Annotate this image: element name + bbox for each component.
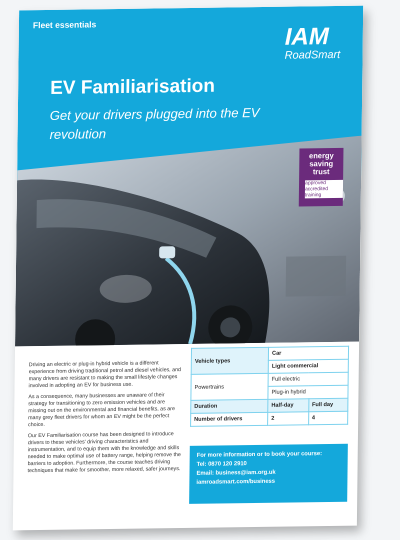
page-subtitle: Get your drivers plugged into the EV revolution xyxy=(49,105,260,142)
vehicle-types-label: Vehicle types xyxy=(191,347,268,374)
badge-line-3: trust xyxy=(312,167,330,177)
powertrain-cell: Full electric xyxy=(268,372,348,386)
contact-phone: Tel: 0870 120 2910 xyxy=(196,461,247,468)
contact-heading: For more information or to book your course: xyxy=(196,451,323,459)
energy-saving-trust-badge xyxy=(299,148,344,207)
iam-roadsmart-logo xyxy=(282,20,343,65)
contact-website: iamroadsmart.com/business xyxy=(196,478,276,486)
badge-line-2: saving xyxy=(309,159,334,169)
badge-approval-text: approved accredited training xyxy=(305,180,343,199)
page-title: EV Familiarisation xyxy=(50,75,216,99)
brochure-page xyxy=(13,6,363,531)
logo-sub-text: RoadSmart xyxy=(284,48,341,62)
vehicle-type-cell: Car xyxy=(268,346,348,360)
drivers-label: Number of drivers xyxy=(191,412,268,426)
intro-paragraph: Driving an electric or plug-in hybrid vehicle is a different experience from driving traditional petrol and diesel vehicles, and many drivers are resistant to making the small lifestyle changes involved in adopting an EV for business use. xyxy=(28,360,182,390)
intro-copy xyxy=(27,360,183,479)
vehicle-type-cell: Light commercial xyxy=(268,359,348,373)
intro-paragraph: As a consequence, many businesses are unaware of their strategy for transitioning to zero emission vehicles and are missing out on the environmental and financial benefits, as are many grey fleet drivers for whom an EV might be the perfect choice. xyxy=(28,392,175,429)
course-details-table xyxy=(190,346,349,427)
contact-email: Email: business@iam.org.uk xyxy=(196,469,276,477)
duration-label: Duration xyxy=(191,399,268,413)
powertrain-cell: Plug-in hybrid xyxy=(268,385,348,399)
logo-main-text: IAM xyxy=(284,23,329,51)
powertrains-label: Powertrains xyxy=(191,373,268,400)
badge-line-1: energy xyxy=(309,150,334,161)
table-row xyxy=(191,411,348,426)
intro-paragraph: Our EV Familiarisation course has been designed to introduce drivers to these vehicles' driving characteristics and instrumentation, and to equip them with the knowledge and skills needed to make optimal use of battery range, helping remove the barriers to adoption. Furthermore, the course teaches driving techniques that make for smoother, more relaxed, safer journeys. xyxy=(27,431,181,475)
full-day-header: Full day xyxy=(308,398,347,412)
half-day-header: Half-day xyxy=(268,399,309,413)
full-day-drivers: 4 xyxy=(308,411,347,425)
contact-box xyxy=(189,444,348,504)
series-label: Fleet essentials xyxy=(32,19,97,31)
half-day-drivers: 2 xyxy=(268,412,309,426)
